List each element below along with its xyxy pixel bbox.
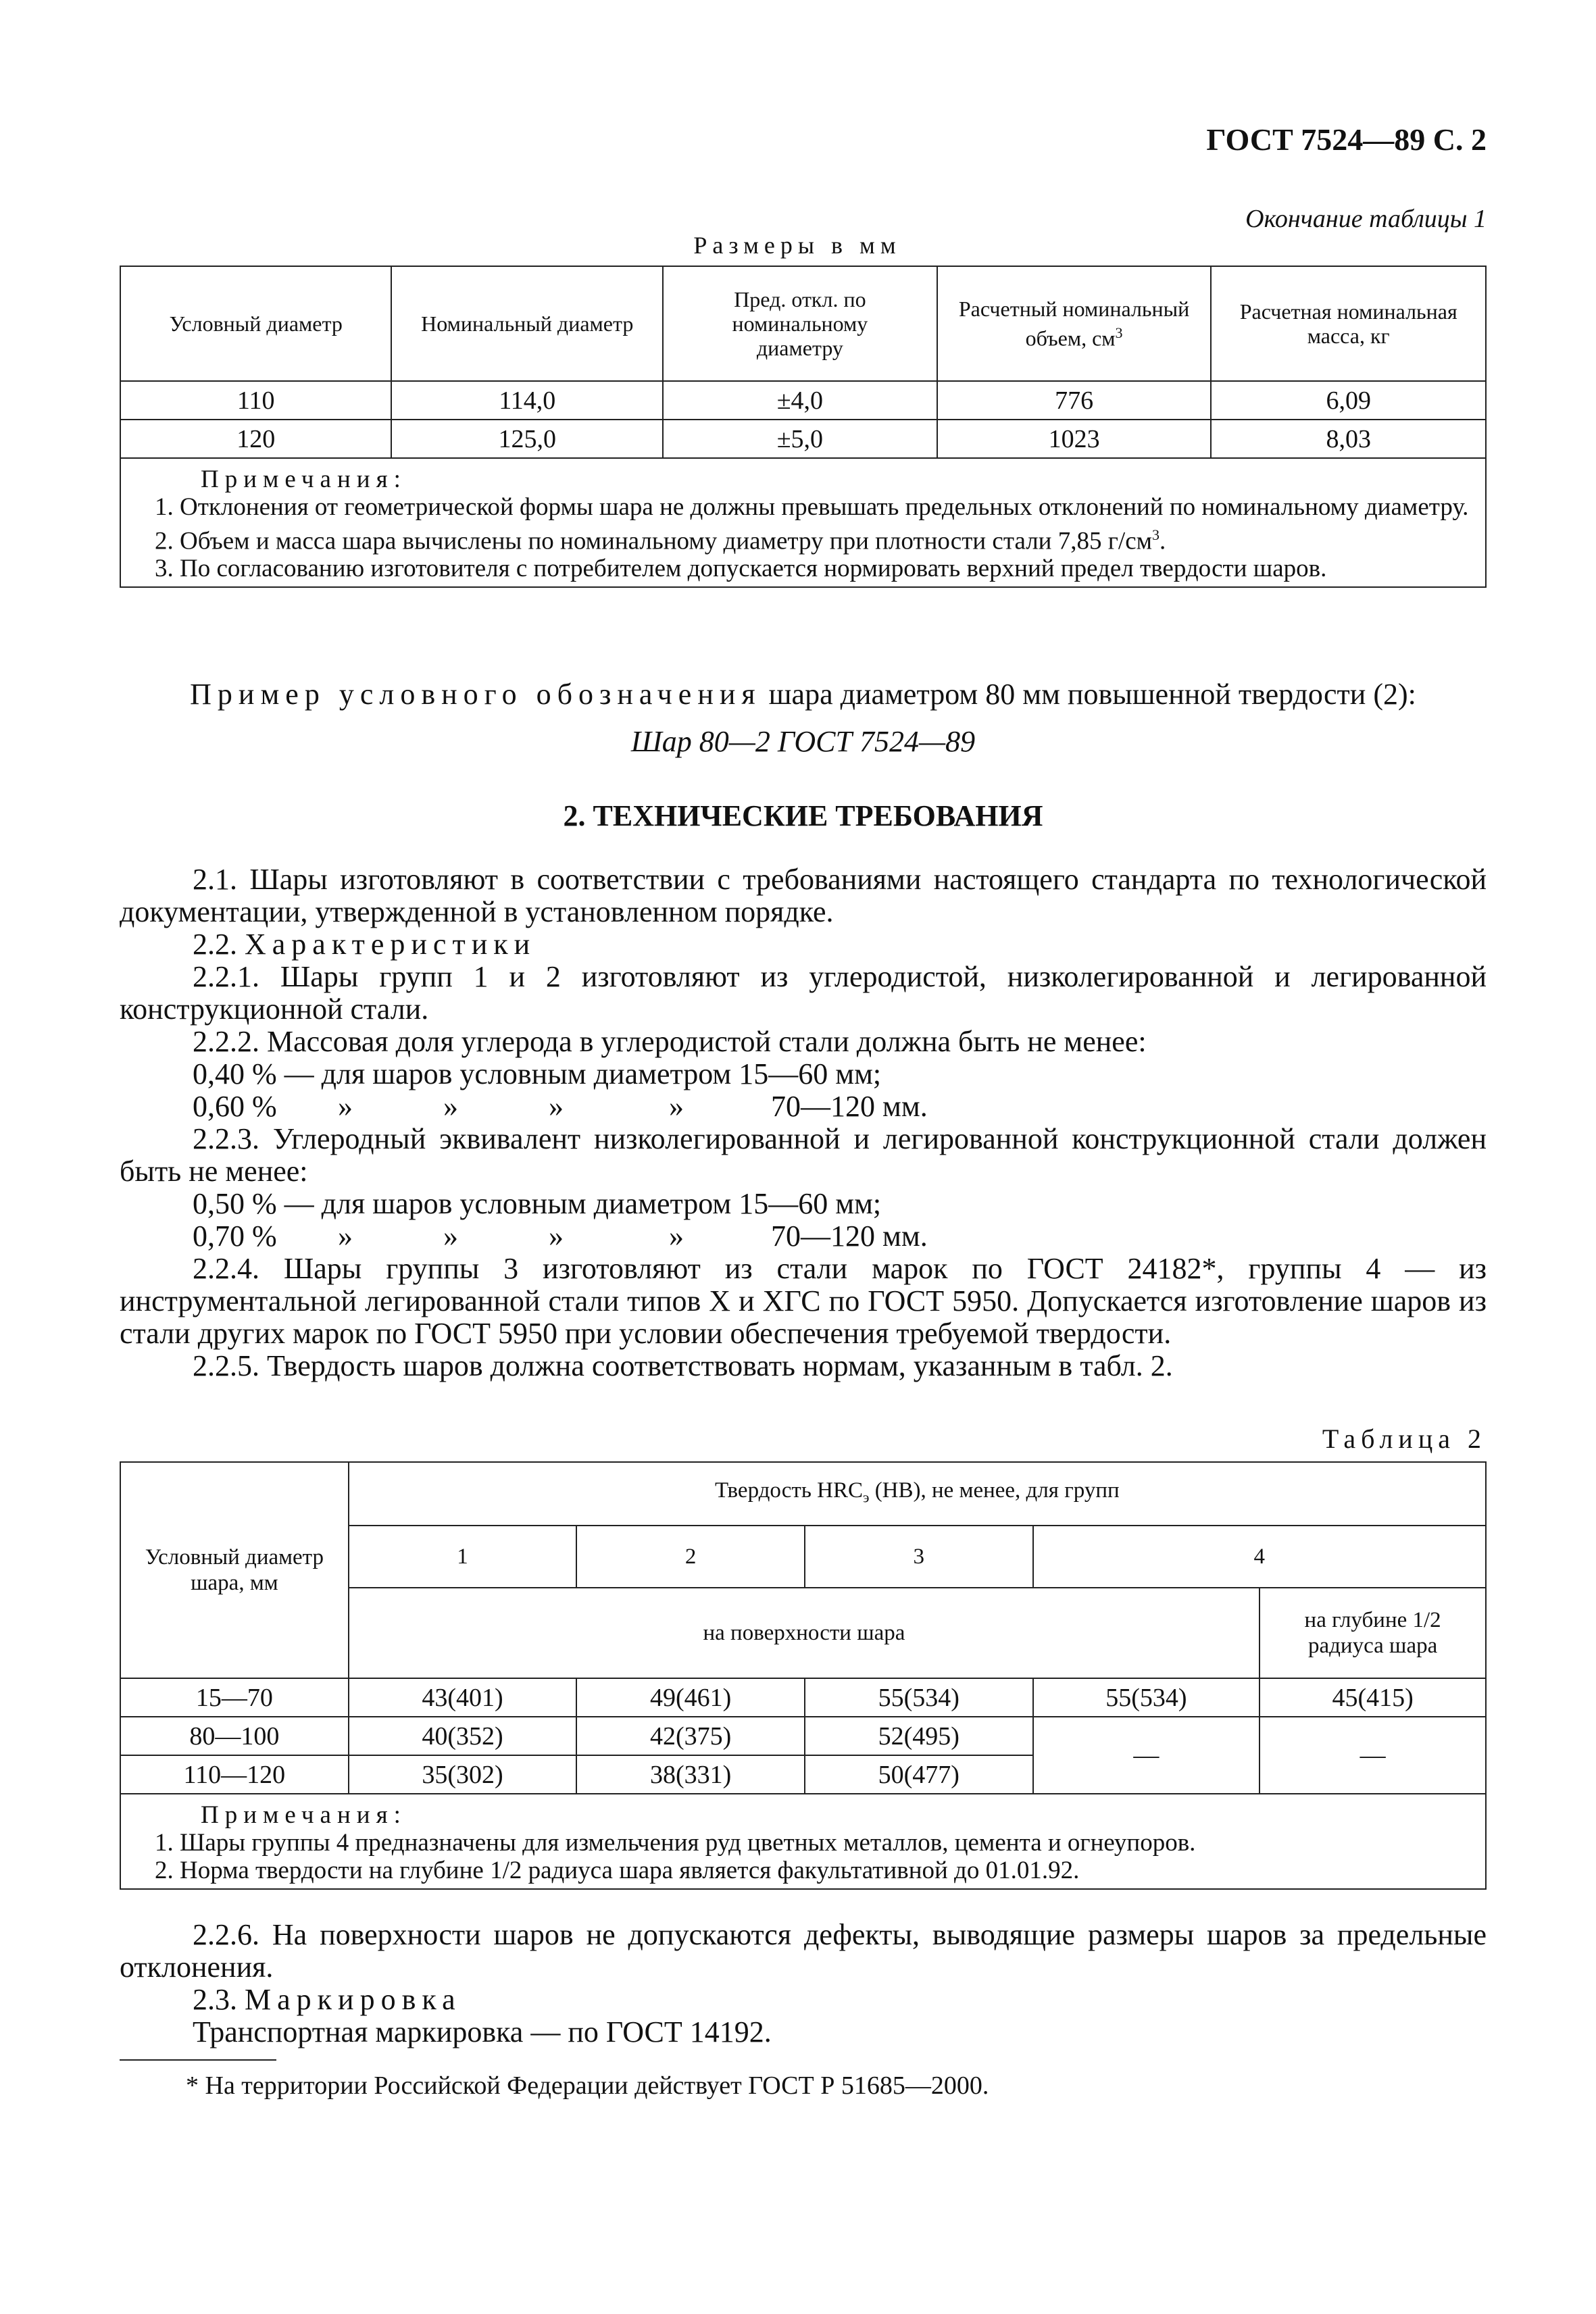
table-header-row	[120, 1462, 1486, 1526]
para-number: 2.2.	[193, 928, 245, 961]
table-cell: 55(534)	[1033, 1678, 1260, 1717]
paragraph-2-3	[120, 1984, 1487, 2016]
table-notes-row	[120, 1794, 1486, 1889]
notes-title: Примечания:	[201, 466, 407, 493]
note-item: 1. Отклонения от геометрической формы шара не должны превышать предельных отклонений по номинальному диаметру.	[155, 493, 1469, 521]
table-cell: —	[1260, 1717, 1486, 1794]
table-cell: 8,03	[1211, 420, 1486, 458]
range-text: 70—120 мм.	[771, 1090, 928, 1123]
table-cell: 15—70	[120, 1678, 349, 1717]
hardness-label: Твердость HRC	[715, 1478, 863, 1503]
table-notes	[120, 1794, 1486, 1889]
col-header-hardness	[349, 1462, 1486, 1526]
example-designation: Шар 80—2 ГОСТ 7524—89	[630, 725, 976, 758]
table-cell: 42(375)	[576, 1717, 805, 1755]
note-item	[126, 521, 1480, 555]
paragraph-2-2-6: 2.2.6. На поверхности шаров не допускаются дефекты, выводящие размеры шаров за предельные отклонения.	[120, 1918, 1487, 1984]
equivalent-value: 0,70 %	[193, 1219, 277, 1253]
paragraph-2-3-text: Транспортная маркировка — по ГОСТ 14192.	[193, 2015, 772, 2048]
col-header-nominal-diameter: Номинальный диаметр	[391, 266, 663, 381]
ditto-mark: »	[443, 1219, 458, 1253]
table-cell: 1023	[937, 420, 1212, 458]
hardness-sub: э	[862, 1488, 870, 1506]
volume-header-text: Расчетный номинальный объем, см	[958, 297, 1190, 351]
para-heading: Маркировка	[245, 1983, 462, 2016]
paragraph-2-2-3: 2.2.3. Углеродный эквивалент низколегированной и легированной конструкционной стали должен быть не менее:	[120, 1122, 1487, 1188]
table-cell: 776	[937, 381, 1212, 420]
ditto-mark: »	[549, 1090, 564, 1123]
ditto-mark: »	[443, 1090, 458, 1123]
note-item: 1. Шары группы 4 предназначены для измельчения руд цветных металлов, цемента и огнеупоров.	[155, 1829, 1196, 1857]
col-header-mass: Расчетная номинальная масса, кг	[1211, 266, 1486, 381]
example-line	[120, 678, 1487, 711]
surface-header: на поверхности шара	[349, 1588, 1260, 1678]
notes-title: Примечания:	[201, 1801, 407, 1829]
hardness-label-end: (НВ), не менее, для групп	[869, 1478, 1120, 1503]
depth-header: на глубине 1/2 радиуса шара	[1260, 1588, 1486, 1678]
equivalent-line-2	[120, 1220, 1487, 1253]
table-notes	[120, 458, 1486, 587]
table-cell: —	[1033, 1717, 1260, 1794]
ditto-mark: »	[338, 1219, 353, 1253]
paragraph-2-2-5: 2.2.5. Твердость шаров должна соответствовать нормам, указанным в табл. 2.	[193, 1349, 1173, 1382]
hardness-table	[120, 1461, 1487, 1890]
col-header-tolerance: Пред. откл. по номинальному диаметру	[663, 266, 937, 381]
col-header-volume	[937, 266, 1212, 381]
note-text: 2. Объем и масса шара вычислены по номинальному диаметру при плотности стали 7,85 г/см	[155, 527, 1153, 555]
paragraph-2-1: 2.1. Шары изготовляют в соответствии с требованиями настоящего стандарта по технологической документации, утвержденной в установленном порядке.	[120, 863, 1487, 928]
table-cell: 49(461)	[576, 1678, 805, 1717]
group-header: 3	[805, 1526, 1033, 1588]
table-cell: 80—100	[120, 1717, 349, 1755]
group-header: 4	[1033, 1526, 1486, 1588]
table-cell: 55(534)	[805, 1678, 1033, 1717]
section-body-end	[120, 1919, 1487, 2048]
table-continuation-label: Окончание таблицы 1	[1245, 205, 1487, 233]
table-cell: ±4,0	[663, 381, 937, 420]
volume-unit-sup: 3	[1115, 324, 1123, 342]
page-header: ГОСТ 7524—89 С. 2	[1206, 122, 1487, 157]
table-cell: ±5,0	[663, 420, 937, 458]
note-end: .	[1159, 527, 1166, 555]
carbon-line-2	[120, 1090, 1487, 1123]
dimensions-table	[120, 266, 1487, 588]
section-title: 2. ТЕХНИЧЕСКИЕ ТРЕБОВАНИЯ	[563, 799, 1043, 832]
table-cell: 50(477)	[805, 1755, 1033, 1794]
table-row	[120, 1678, 1486, 1717]
paragraph-2-2	[120, 928, 1487, 961]
paragraph-2-2-2: 2.2.2. Массовая доля углерода в углеродистой стали должна быть не менее:	[193, 1025, 1147, 1058]
group-header: 1	[349, 1526, 577, 1588]
paragraph-2-2-4: 2.2.4. Шары группы 3 изготовляют из стали марок по ГОСТ 24182*, группы 4 — из инструментальной легированной стали типов Х и ХГС по ГОСТ 5950. Допускается изготовление шаров из стали других марок по ГОСТ 5950 при условии обеспечения требуемой твердости.	[120, 1252, 1487, 1350]
table-cell: 6,09	[1211, 381, 1486, 420]
para-number: 2.3.	[193, 1983, 245, 2016]
table-cell: 120	[120, 420, 391, 458]
table-units-label: Размеры в мм	[693, 232, 901, 259]
table-cell: 52(495)	[805, 1717, 1033, 1755]
paragraph-2-2-1: 2.2.1. Шары групп 1 и 2 изготовляют из углеродистой, низколегированной и легированной конструкционной стали.	[120, 960, 1487, 1026]
carbon-line-1: 0,40 % — для шаров условным диаметром 15—60 мм;	[193, 1057, 882, 1090]
table-row	[120, 420, 1486, 458]
ditto-mark: »	[338, 1090, 353, 1123]
table-cell: 38(331)	[576, 1755, 805, 1794]
range-text: 70—120 мм.	[771, 1219, 928, 1253]
table-cell: 110—120	[120, 1755, 349, 1794]
table-cell: 35(302)	[349, 1755, 577, 1794]
table-notes-row	[120, 458, 1486, 587]
equivalent-line-1: 0,50 % — для шаров условным диаметром 15—60 мм;	[193, 1187, 882, 1220]
ditto-mark: »	[549, 1219, 564, 1253]
table-header-row	[120, 266, 1486, 381]
para-heading: Характеристики	[245, 928, 537, 961]
table-cell: 125,0	[391, 420, 663, 458]
note-sup: 3	[1152, 526, 1160, 543]
example-label: Пример условного обозначения	[190, 678, 762, 711]
carbon-value: 0,60 %	[193, 1090, 277, 1123]
ditto-mark: »	[669, 1219, 684, 1253]
col-header-diameter: Условный диаметр шара, мм	[120, 1462, 349, 1678]
ditto-mark: »	[669, 1090, 684, 1123]
table-2-label: Таблица 2	[1322, 1424, 1487, 1454]
table-cell: 45(415)	[1260, 1678, 1486, 1717]
table-row	[120, 1717, 1486, 1755]
example-text: шара диаметром 80 мм повышенной твердости (2):	[761, 678, 1416, 711]
note-item: 2. Норма твердости на глубине 1/2 радиуса шара является факультативной до 01.01.92.	[155, 1857, 1080, 1884]
table-cell: 43(401)	[349, 1678, 577, 1717]
table-cell: 40(352)	[349, 1717, 577, 1755]
section-body	[120, 863, 1487, 1382]
footnote-divider	[120, 2059, 276, 2061]
group-header: 2	[576, 1526, 805, 1588]
col-header-nominal-size: Условный диаметр	[120, 266, 391, 381]
table-cell: 110	[120, 381, 391, 420]
table-cell: 114,0	[391, 381, 663, 420]
note-item: 3. По согласованию изготовителя с потребителем допускается нормировать верхний предел твердости шаров.	[155, 555, 1327, 583]
footnote: * На территории Российской Федерации действует ГОСТ Р 51685—2000.	[186, 2071, 989, 2100]
table-row	[120, 381, 1486, 420]
